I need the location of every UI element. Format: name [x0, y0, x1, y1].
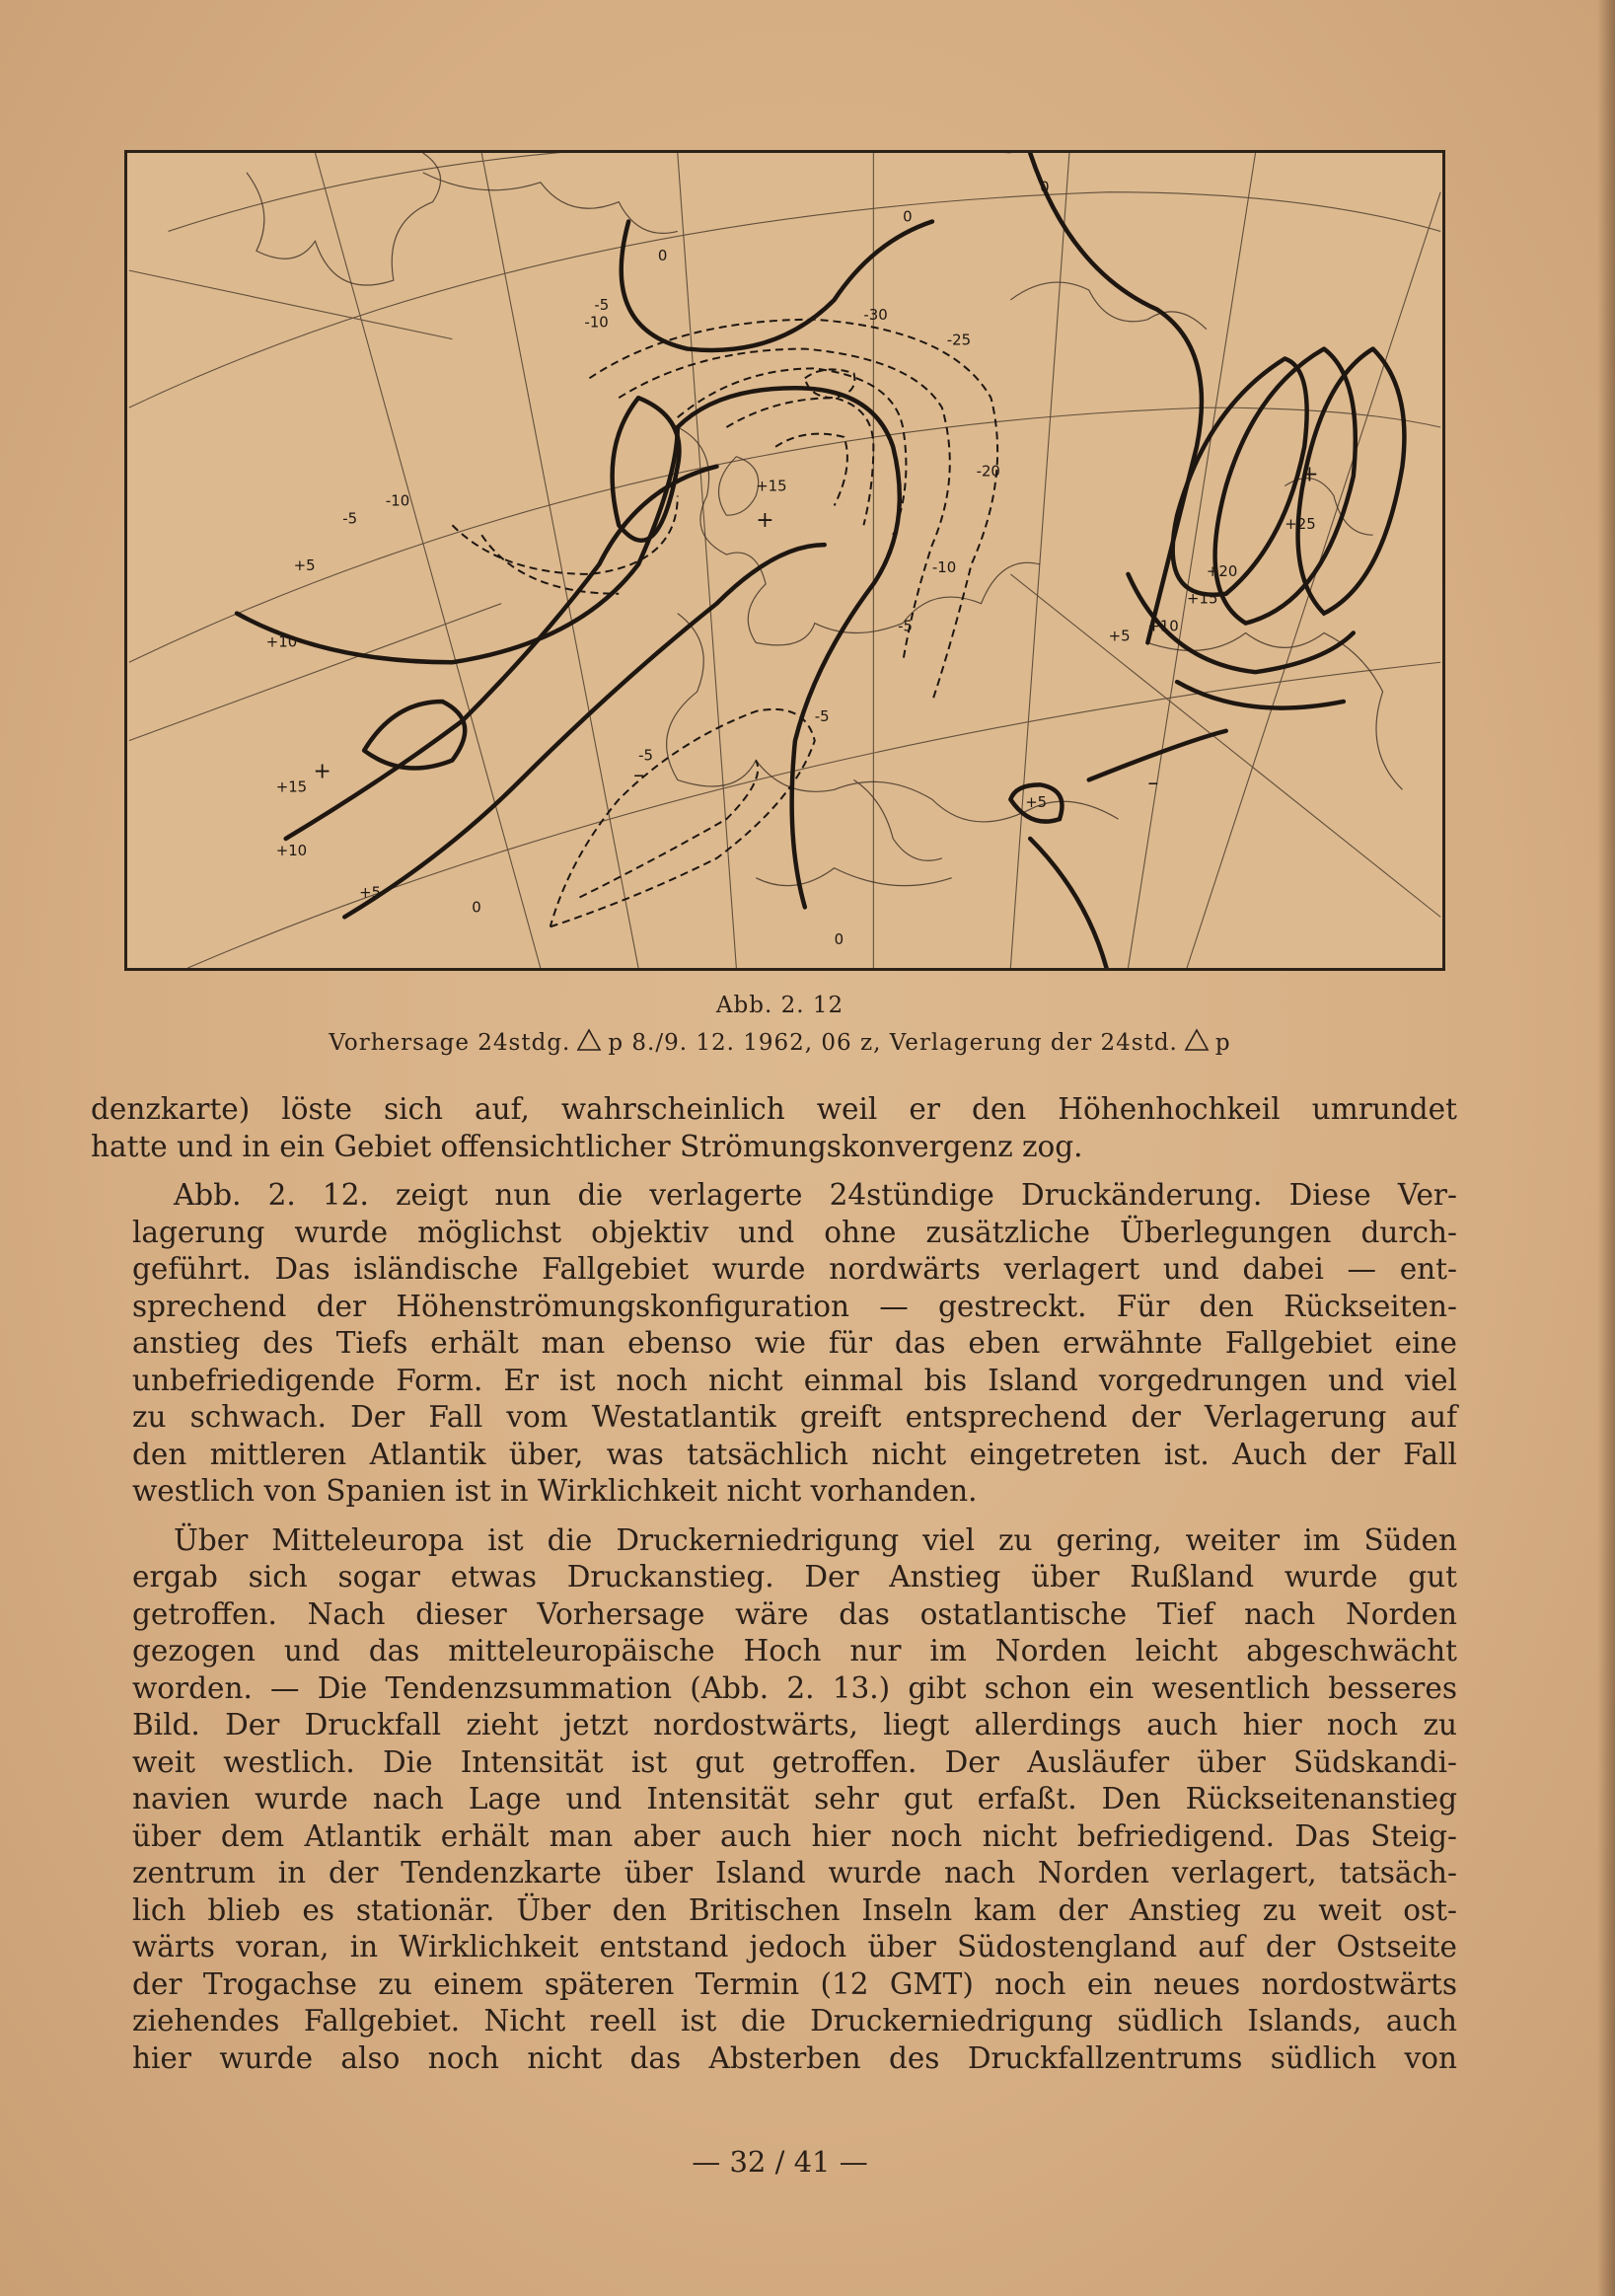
text-line: worden. — Die Tendenzsummation (Abb. 2. 13.) gibt schon ein wesentlich besseres	[132, 1670, 1457, 1705]
text-line: Über Mitteleuropa ist die Druckerniedrigung viel zu gering, weiter im Süden	[174, 1522, 1457, 1557]
label-plus-c: +	[313, 759, 331, 784]
label-p10-c: +10	[1147, 617, 1179, 635]
text-line: denzkarte) löste sich auf, wahrscheinlich weil er den Höhenhochkeil umrundet	[91, 1092, 1457, 1126]
label-p15-a: +15	[756, 477, 787, 495]
solid-isallobars	[237, 153, 1404, 968]
text-line: westlich von Spanien ist in Wirklichkeit nicht vorhanden.	[132, 1474, 978, 1508]
label-0-b: 0	[903, 207, 913, 226]
label-m10-b: -10	[931, 557, 957, 576]
label-p10-a: +10	[265, 632, 298, 651]
text-line: hier wurde also noch nicht das Absterben des Druckfallzentrums südlich von	[132, 2040, 1457, 2075]
text-line: der Trogachse zu einem späteren Termin (12 GMT) noch ein neues nordostwärts	[132, 1966, 1457, 2001]
label-m20: -20	[976, 462, 1000, 481]
text-line: hatte und in ein Gebiet offensichtlicher Strömungskonvergenz zog.	[91, 1129, 1083, 1163]
text-line: geführt. Das isländische Fallgebiet wurde nordwärts verlagert und dabei — ent-	[132, 1252, 1457, 1286]
label-p15-c: +15	[1187, 589, 1218, 608]
label-m10-c: -10	[385, 491, 410, 510]
text-line: anstieg des Tiefs erhält man ebenso wie für das eben erwähnte Fallgebiet eine	[132, 1326, 1457, 1360]
label-p5-d: +5	[1025, 793, 1048, 812]
label-m5-c: -5	[342, 509, 358, 528]
label-plus-b: +	[1300, 462, 1319, 487]
label-p20: +20	[1206, 561, 1238, 580]
paragraph-1	[91, 1091, 1457, 1165]
text-line: den mittleren Atlantik über, was tatsächlich nicht eingetreten ist. Auch der Fall	[132, 1437, 1457, 1471]
label-minus-b: –	[1147, 771, 1159, 796]
label-p5-c: +5	[1108, 627, 1131, 645]
figure-caption	[0, 1028, 1560, 1056]
page-number: — 32 / 41 —	[692, 2145, 868, 2179]
paragraph-2	[91, 1177, 1457, 1511]
text-line: unbefriedigende Form. Er ist noch nicht einmal bis Island vorgedrungen und viel	[132, 1363, 1457, 1397]
text-line: wärts voran, in Wirklichkeit entstand jedoch über Südostengland auf der Ostseite	[132, 1930, 1457, 1963]
label-plus-a: +	[756, 508, 774, 534]
figure-number: Abb. 2. 12	[715, 993, 844, 1018]
weather-map-figure	[124, 150, 1445, 971]
label-m5-a: -5	[594, 295, 610, 314]
delta-triangle-icon	[1184, 1028, 1210, 1052]
label-p5-b: +5	[359, 883, 382, 902]
dashed-isallobars	[452, 320, 997, 927]
text-line: Bild. Der Druckfall zieht jetzt nordostwärts, liegt allerdings auch hier noch zu	[132, 1708, 1457, 1741]
label-p25: +25	[1285, 515, 1316, 534]
label-m25: -25	[946, 331, 972, 349]
text-line: ergab sich sogar etwas Druckanstieg. Der Anstieg über Rußland wurde gut	[132, 1560, 1457, 1593]
label-minus-a: –	[633, 763, 645, 788]
text-line: getroffen. Nach dieser Vorhersage wäre das ostatlantische Tief nach Norden	[132, 1596, 1457, 1631]
caption-part-3: p	[1214, 1030, 1231, 1056]
map-graticule	[129, 153, 1440, 968]
body-text	[91, 1091, 1457, 2077]
label-0-a: 0	[657, 247, 668, 265]
label-0-e: 0	[834, 930, 844, 949]
text-line: ziehendes Fallgebiet. Nicht reell ist die Druckerniedrigung südlich Islands, auch	[132, 2004, 1457, 2037]
caption-part-1: Vorhersage 24stdg.	[329, 1030, 571, 1056]
label-p5-a: +5	[293, 555, 316, 574]
map-coastlines	[247, 153, 1402, 886]
label-m5-b: -5	[898, 617, 914, 635]
text-line: zu schwach. Der Fall vom Westatlantik greift entsprechend der Verlagerung auf	[132, 1400, 1457, 1434]
text-line: über dem Atlantik erhält man aber auch hier noch nicht befriedigend. Das Steig-	[132, 1818, 1457, 1853]
text-line: Abb. 2. 12. zeigt nun die verlagerte 24stündige Druckänderung. Diese Ver-	[174, 1178, 1457, 1212]
book-spine-shadow	[1597, 0, 1615, 2296]
text-line: lich blieb es stationär. Über den Britischen Inseln kam der Anstieg zu weit ost-	[132, 1892, 1457, 1927]
text-line: zentrum in der Tendenzkarte über Island wurde nach Norden verlagert, tatsäch-	[132, 1856, 1457, 1889]
label-p10-b: +10	[275, 841, 308, 859]
paragraph-3	[91, 1522, 1457, 2078]
label-m5-e: -5	[638, 746, 653, 765]
label-0-d: 0	[472, 898, 481, 917]
label-m30: -30	[863, 305, 888, 324]
label-m10-a: -10	[584, 313, 609, 332]
label-p15-b: +15	[275, 778, 308, 796]
label-m5-d: -5	[814, 706, 830, 725]
pressure-tendency-map	[127, 153, 1442, 968]
delta-triangle-icon	[576, 1028, 602, 1052]
text-line: gezogen und das mitteleuropäische Hoch nur im Norden leicht abgeschwächt	[132, 1634, 1457, 1667]
text-line: sprechend der Höhenströmungskonfiguration — gestreckt. Für den Rückseiten-	[132, 1289, 1457, 1323]
text-line: navien wurde nach Lage und Intensität sehr gut erfaßt. Den Rückseitenanstieg	[132, 1782, 1457, 1815]
text-line: lagerung wurde möglichst objektiv und ohne zusätzliche Überlegungen durch-	[132, 1215, 1457, 1249]
label-0-c: 0	[1040, 178, 1050, 196]
caption-part-2: p 8./9. 12. 1962, 06 z, Verlagerung der 24std.	[608, 1030, 1178, 1056]
text-line: weit westlich. Die Intensität ist gut getroffen. Der Ausläufer über Südskandi-	[132, 1744, 1457, 1779]
